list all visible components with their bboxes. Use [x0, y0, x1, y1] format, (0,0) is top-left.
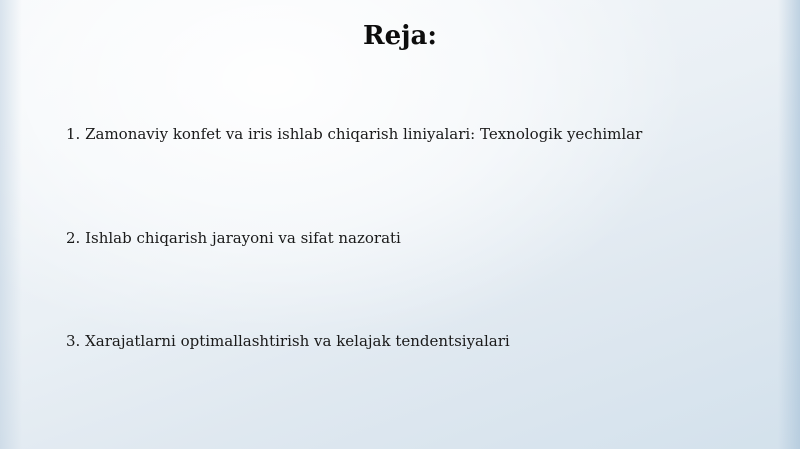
slide-edge-shadow-right: [778, 0, 800, 449]
agenda-item-3: 3. Xarajatlarni optimallashtirish va kelajak tendentsiyalari: [66, 332, 510, 350]
slide-title: Reja:: [362, 21, 437, 51]
agenda-item-1: 1. Zamonaviy konfet va iris ishlab chiqarish liniyalari: Texnologik yechimlar: [66, 125, 643, 143]
agenda-item-2: 2. Ishlab chiqarish jarayoni va sifat nazorati: [66, 229, 401, 247]
slide-edge-shadow-left: [0, 0, 22, 449]
